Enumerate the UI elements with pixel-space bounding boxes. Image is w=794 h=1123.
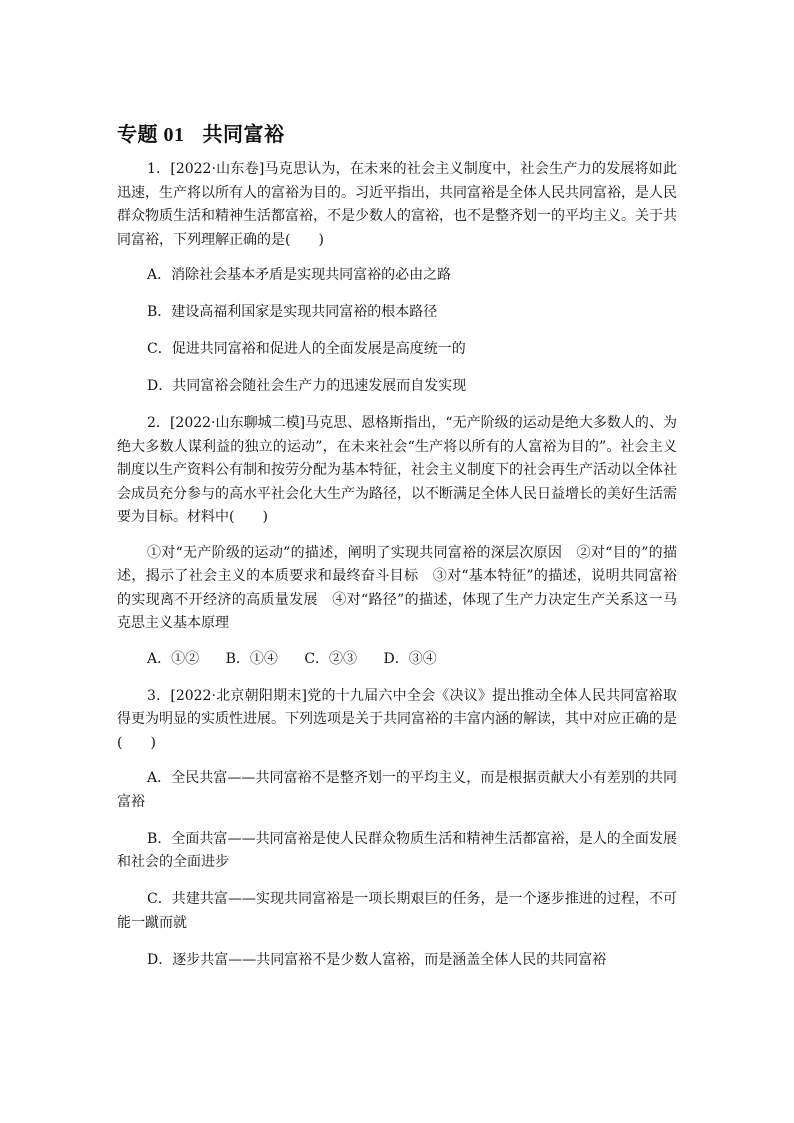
- option-b: B．全面共富——共同富裕是使人民群众物质生活和精神生活都富裕，是人的全面发展和社会的全面进步: [117, 830, 677, 870]
- topic-title: 共同富裕: [202, 122, 285, 146]
- question-stem: 1．[2022·山东卷]马克思认为，在未来的社会主义制度中，社会生产力的发展将如此迅速，生产将以所有人的富裕为目的。习近平指出，共同富裕是全体人民共同富裕，是人民群众物质生活和精神生活都富裕，不是少数人的富裕，也不是整齐划一的平均主义。关于共同富裕，下列理解正确的是( ): [117, 161, 677, 248]
- inline-options: [117, 648, 677, 672]
- question-1: [117, 158, 677, 399]
- question-2: [117, 412, 677, 671]
- option-a: A．消除社会基本矛盾是实现共同富裕的必由之路: [147, 267, 452, 283]
- option-a: A．①②: [147, 650, 200, 667]
- question-3: [117, 685, 677, 973]
- option-d: D．③④: [383, 650, 437, 667]
- page-title: [117, 118, 677, 150]
- question-stem: 2．[2022·山东聊城二模]马克思、恩格斯指出，“无产阶级的运动是绝大多数人的、为绝大多数人谋利益的独立的运动”，在未来社会“生产将以所有的人富裕为目的”。社会主义制度以生产资料公有制和按劳分配为基本特征，社会主义制度下的社会再生产活动以全体社会成员充分参与的高水平社会化大生产为路径，以不断满足全体人民日益增长的美好生活需要为目标。材料中( ): [117, 415, 677, 525]
- option-b: B．①④: [225, 650, 278, 667]
- option-c: C．②③: [304, 650, 358, 667]
- option-d: D．逐步共富——共同富裕不是少数人富裕，而是涵盖全体人民的共同富裕: [147, 951, 607, 968]
- document-page: [117, 118, 677, 986]
- option-d: D．共同富裕会随社会生产力的迅速发展而自发实现: [147, 378, 467, 394]
- option-c: C．共建共富——实现共同富裕是一项长期艰巨的任务，是一个逐步推进的过程，不可能一蹴而就: [117, 891, 677, 931]
- question-stem: 3．[2022·北京朝阳期末]党的十九届六中全会《决议》提出推动全体人民共同富裕取得更为明显的实质性进展。下列选项是关于共同富裕的丰富内涵的解读，其中对应正确的是( ): [117, 687, 677, 751]
- option-c: C．促进共同富裕和促进人的全面发展是高度统一的: [147, 341, 466, 357]
- option-a: A．全民共富——共同富裕不是整齐划一的平均主义，而是根据贡献大小有差别的共同富裕: [117, 770, 677, 810]
- question-statements: ①对“无产阶级的运动”的描述，阐明了实现共同富裕的深层次原因 ②对“目的”的描述，揭示了社会主义的本质要求和最终奋斗目标 ③对“基本特征”的描述，说明共同富裕的实现离不开经济的高质量发展 ④对“路径”的描述，体现了生产力决定生产关系这一马克思主义基本原理: [117, 544, 677, 631]
- option-b: B．建设高福利国家是实现共同富裕的根本路径: [147, 304, 438, 320]
- topic-number: 专题 01: [117, 124, 185, 146]
